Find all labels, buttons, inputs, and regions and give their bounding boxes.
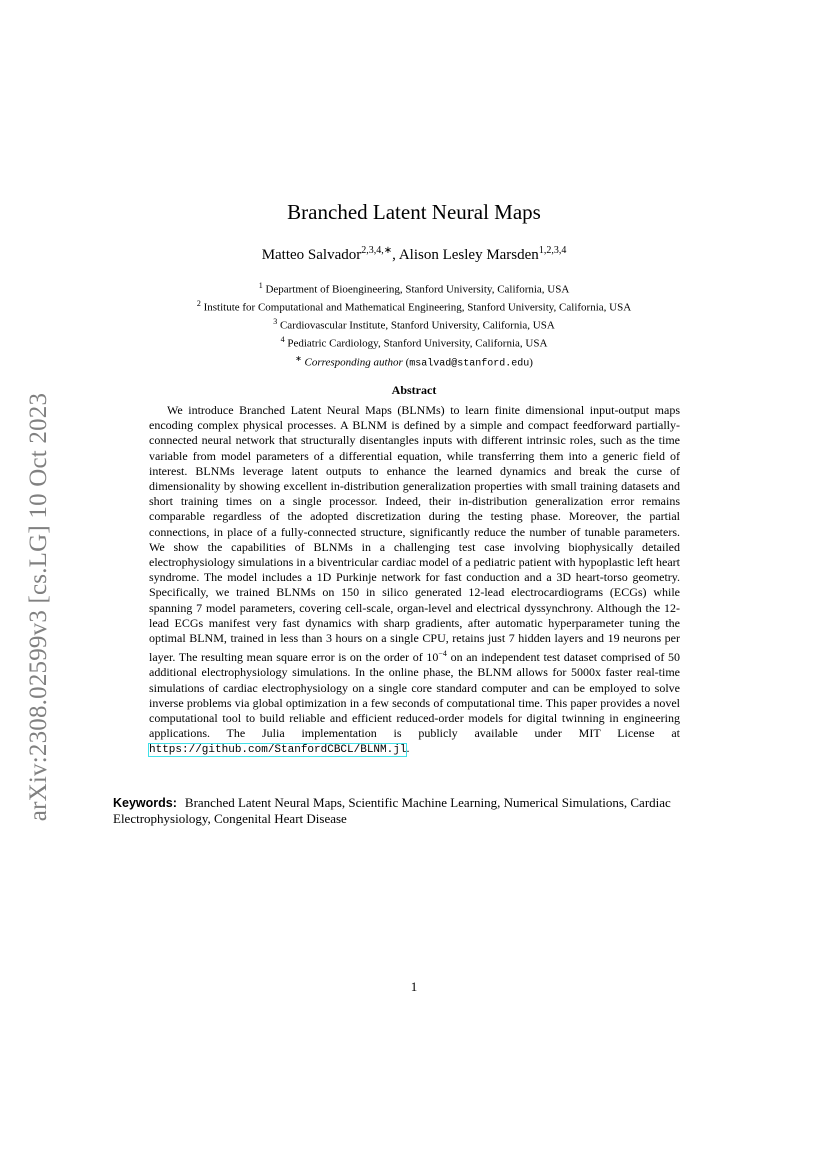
keywords-label: Keywords: xyxy=(113,796,177,810)
abstract-text-part2: on an independent test dataset comprised of 50 additional electrophysiology simulations. In the online phase, the BLNM allows for 5000x faster real-time simulations of cardiac electrophysiology on a single core standard computer and can be employed to solve inverse problems via global optimization in a few seconds of computational time. This paper provides a novel computational tool to build reliable and efficient reduced-order models for digital twinning in engineering applications. The Julia implementation is publicly available under MIT License at xyxy=(149,650,681,741)
paren-close: ) xyxy=(529,356,533,369)
corresponding-label: Corresponding author xyxy=(304,356,403,369)
author-separator: , xyxy=(392,247,399,263)
keywords-section xyxy=(113,795,717,827)
abstract-text-part1: We introduce Branched Latent Neural Maps (BLNMs) to learn finite dimensional input-output maps encoding complex physical processes. A BLNM is defined by a simple and compact feedforward partially-connected neural network that structurally disentangles inputs with different intrinsic roles, such as the time variable from model parameters of a differential equation, while transferring them into a generic field of interest. BLNMs leverage latent outputs to enhance the learned dynamics and break the curse of dimensionality by showing excellent in-distribution generalization properties with small training datasets and short training times on a single processor. Indeed, their in-distribution generalization error remains comparable regardless of the adopted discretization during the testing phase. Moreover, the partial connections, in place of a fully-connected structure, significantly reduce the number of tunable parameters. We show the capabilities of BLNMs in a challenging test case involving biophysically detailed electrophysiology simulations in a biventricular cardiac model of a pediatric patient with hypoplastic left heart syndrome. The model includes a 1D Purkinje network for fast conduction and a 3D heart-torso geometry. Specifically, we trained BLNMs on 150 in silico generated 12-lead electrocardiograms (ECGs) while spanning 7 model parameters, covering cell-scale, organ-level and electrical dyssynchrony. Although the 12-lead ECGs manifest very fast dynamics with sharp gradients, after automatic hyperparameter tuning the optimal BLNM, trained in less than 3 hours on a single CPU, retains just 7 hidden layers and 19 neurons per layer. The resulting mean square error is on the order of 10 xyxy=(149,403,680,665)
affiliation-text: Department of Bioengineering, Stanford University, California, USA xyxy=(265,283,570,296)
arxiv-identifier-text: arXiv:2308.02599v3 [cs.LG] 10 Oct 2023 xyxy=(25,392,52,822)
affiliation-mark: 4 xyxy=(280,335,285,345)
affiliation-text: Institute for Computational and Mathematical Engineering, Stanford University, California, USA xyxy=(203,301,632,314)
affiliation-line xyxy=(0,279,828,297)
author-affil-marks: 2,3,4,∗ xyxy=(361,245,393,256)
affiliation-line xyxy=(0,297,828,315)
paper-title: Branched Latent Neural Maps xyxy=(287,200,541,224)
github-link[interactable]: https://github.com/StanfordCBCL/BLNM.jl xyxy=(149,744,407,757)
affiliation-mark: 3 xyxy=(273,317,278,327)
affiliation-line xyxy=(0,315,828,333)
page-number: 1 xyxy=(410,979,418,994)
author-name: Matteo Salvador xyxy=(261,247,362,263)
abstract-body xyxy=(149,403,680,759)
abstract-text-end: . xyxy=(406,741,410,756)
author-list xyxy=(0,245,828,264)
corresponding-mark: ∗ xyxy=(295,353,302,363)
affiliation-line xyxy=(0,333,828,351)
affiliation-mark: 1 xyxy=(258,281,263,290)
author-affil-marks: 1,2,3,4 xyxy=(538,245,567,256)
abstract-heading: Abstract xyxy=(391,383,437,397)
paren-open: ( xyxy=(402,356,410,369)
arxiv-identifier-stamp xyxy=(18,367,60,847)
affiliation-text: Cardiovascular Institute, Stanford University, California, USA xyxy=(279,319,555,332)
author-name: Alison Lesley Marsden xyxy=(398,247,539,263)
corresponding-email[interactable]: msalvad@stanford.edu xyxy=(409,358,530,370)
corresponding-author-line xyxy=(0,352,828,371)
abstract-exponent: −4 xyxy=(438,649,447,659)
affiliations xyxy=(0,279,828,371)
affiliation-text: Pediatric Cardiology, Stanford University, California, USA xyxy=(287,338,548,351)
affiliation-mark: 2 xyxy=(196,299,201,309)
keywords-text: Branched Latent Neural Maps, Scientific Machine Learning, Numerical Simulations, Cardiac Electrophysiology, Congenital Heart Disease xyxy=(113,795,671,826)
